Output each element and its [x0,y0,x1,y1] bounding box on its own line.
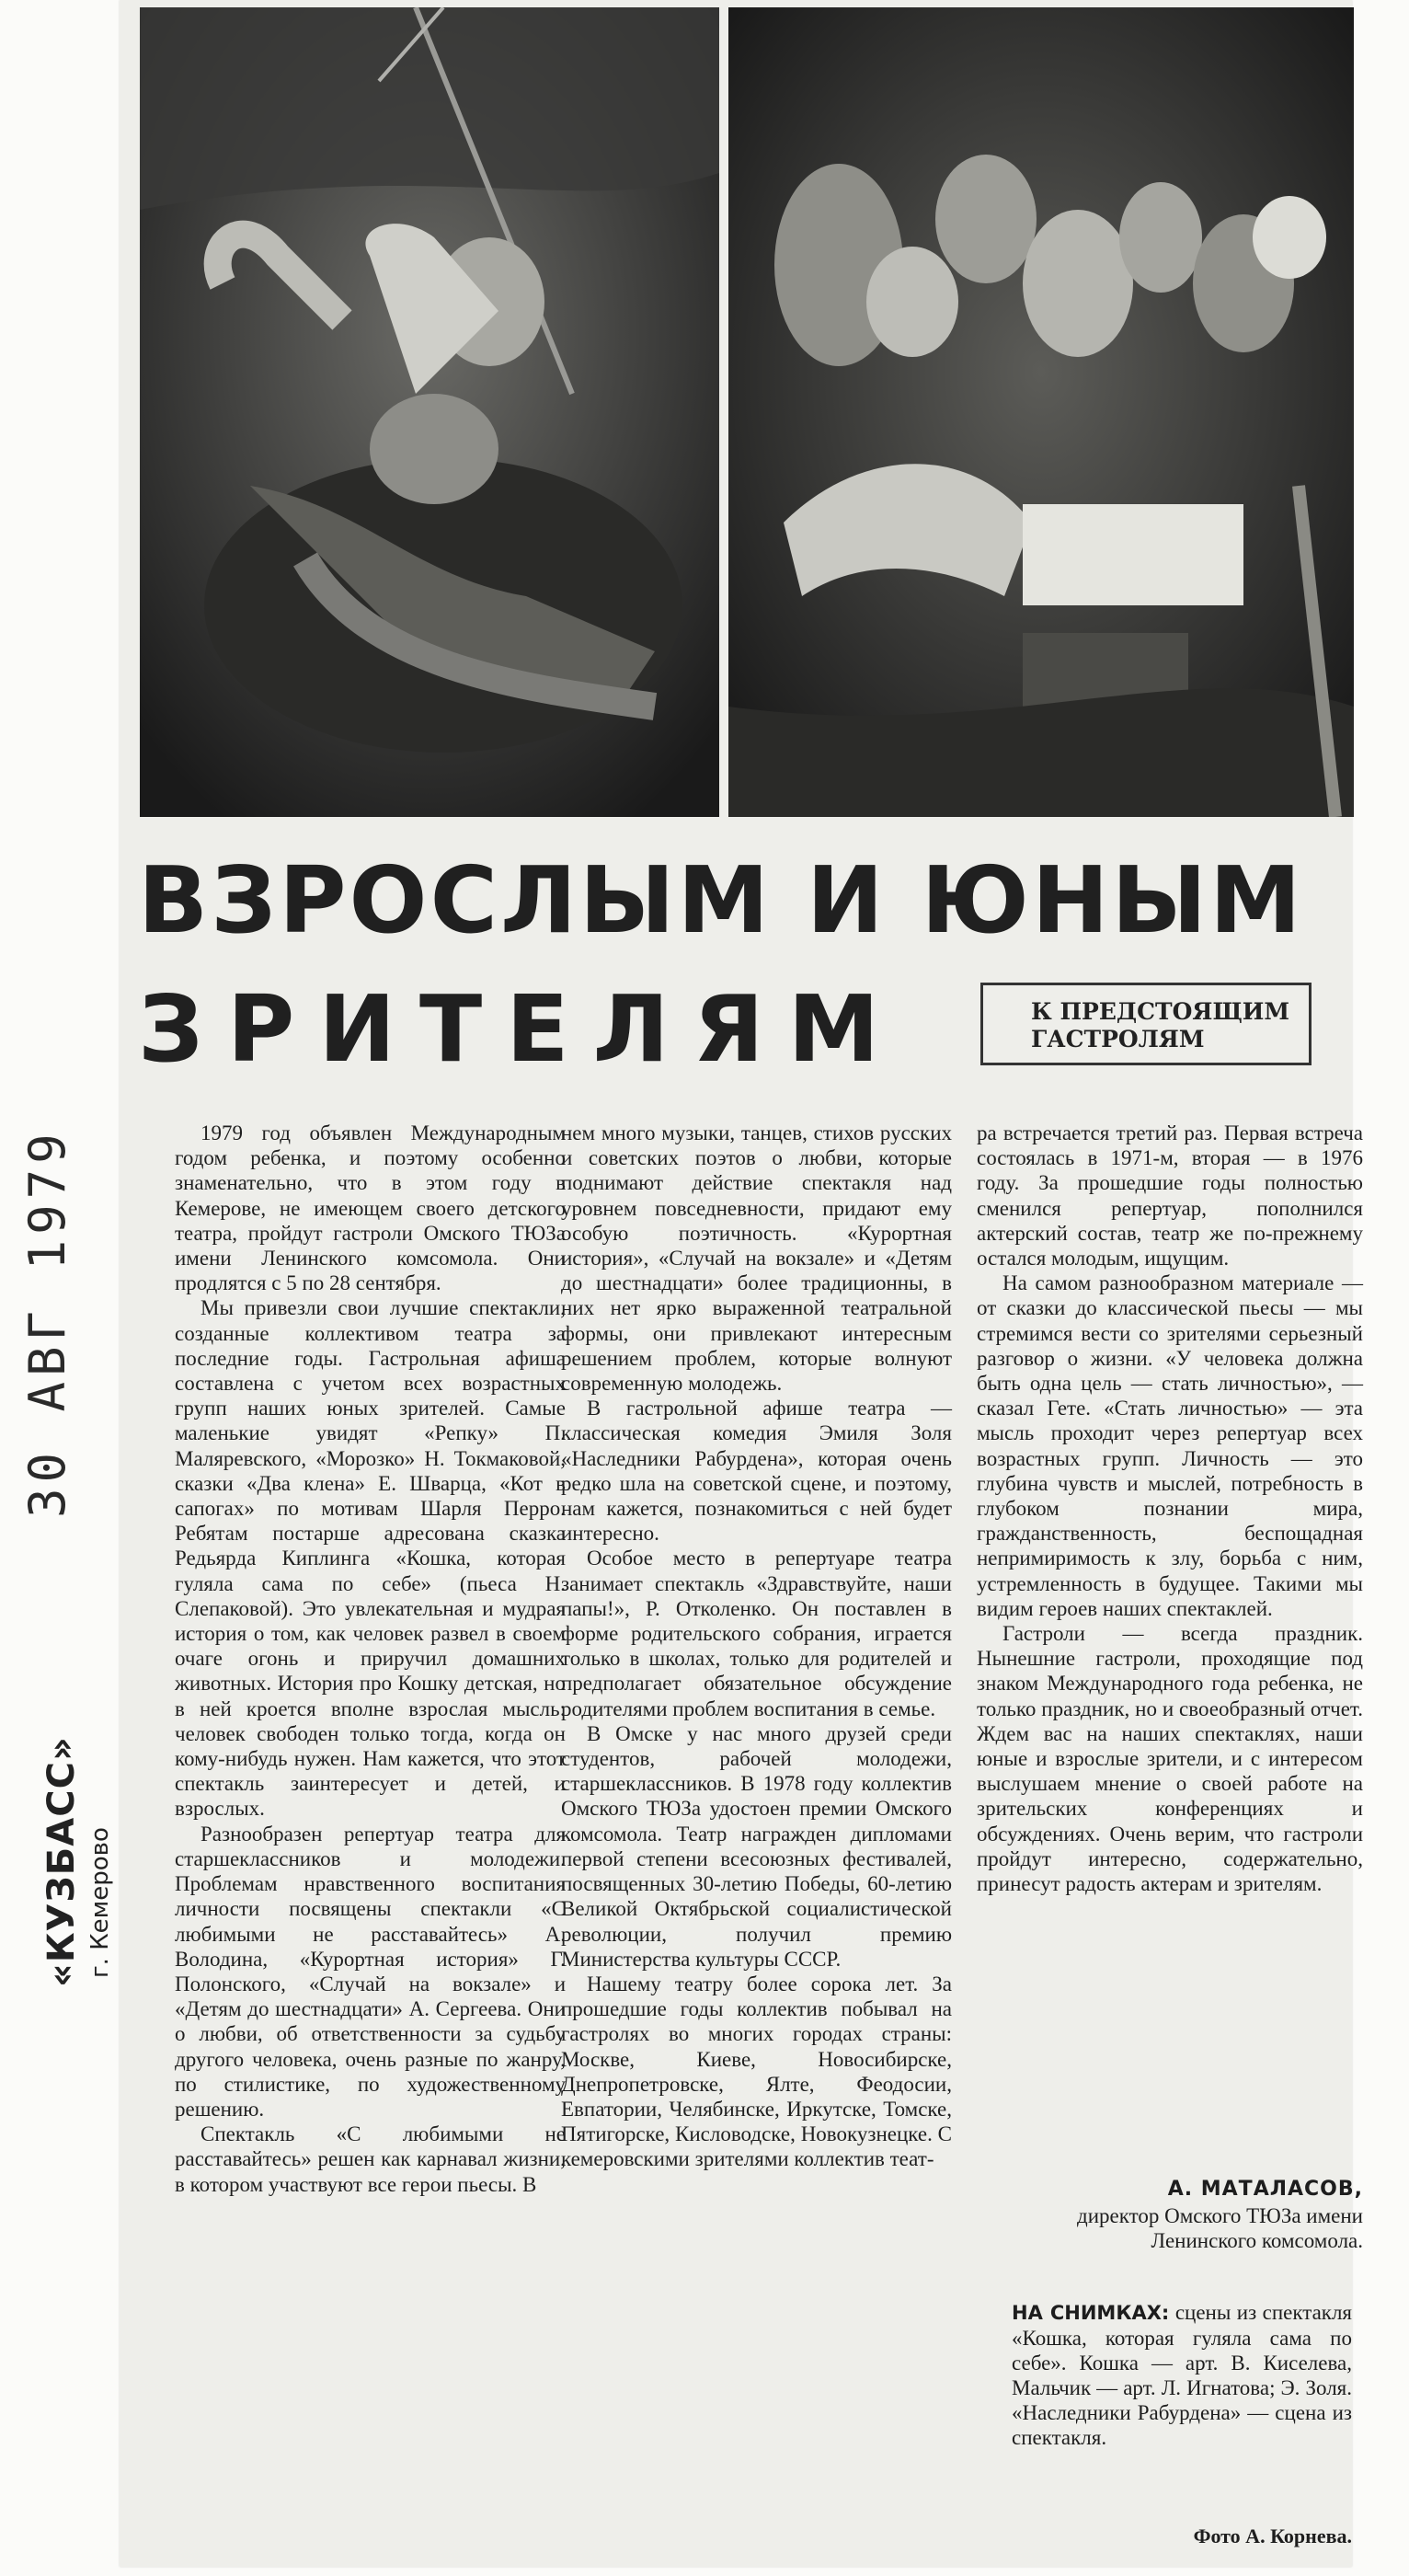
stamp-newspaper-name: «КУЗБАСС» [40,1736,83,1987]
article-paragraph: Разнообразен репертуар театра для старшеклассников и молодежи. Проблемам нравственного воспитания личности посвящены спектакли «С любимыми не расставайтесь» А. Володина, «Курортная история» Г. Полонского, «Случай на вокзале» и «Детям до шестнадцати» А. Сергеева. Они о любви, об ответственности за судьбу другого человека, очень разные по жанру, по стилистике, по художественному решению. [175,1822,566,2121]
article-paragraph: Особое место в репертуаре театра занимает спектакль «Здравствуйте, наши папы!», Р. Отколенко. Он поставлен в форме родительского собрания, играется только в школах, только для родителей и предполагает обязательное обсуждение родителями проблем воспитания в семье. [561,1547,952,1720]
article-paragraph: В гастрольной афише театра — классическая комедия Эмиля Золя «Наследники Рабурдена», которая очень редко шла на советской сцене, и поэтому, нам кажется, познакомиться с ней будет интересно. [561,1397,952,1546]
library-stamp [18,1113,120,2006]
author-role: директор Омского ТЮЗа имени Ленинского комсомола. [1077,2204,1363,2252]
author-name: А. МАТАЛАСОВ, [1167,2178,1363,2201]
stage-photo-right [728,7,1354,817]
rubric-box [980,983,1312,1065]
rabourdin-scene-photo-icon [728,7,1354,817]
photo-captions [1012,2300,1352,2450]
article-paragraph: Нашему театру более сорока лет. За прошедшие годы коллектив побывал на гастролях во многих городах страны: Москве, Киеве, Новосибирске, Днепропетровске, Ялте, Феодосии, Евпатории, Челябинске, Иркутске, Томске, Пятигорске, Кисловодске, Новокузнецке. С кемеровскими зрителями коллектив теат- [561,1972,952,2171]
captions-text: сцены из спектакля «Кошка, которая гуляла сама по себе». Кошка — арт. В. Киселева, Мальчик — арт. Л. Игнатова; Э. Золя. «Наследники Рабурдена» — сцена из спектакля. [1012,2301,1353,2449]
article-paragraph: 1979 год объявлен Международным годом ребенка, и поэтому особенно знаменательно, что в этом году в Кемерове, не имеющем своего детского театра, пройдут гастроли Омского ТЮЗа имени Ленинского комсомола. Они продлятся с 5 по 28 сентября. [175,1121,566,1295]
article-column-2 [561,1121,952,2172]
article-column-3 [977,1121,1363,1896]
article-paragraph: На самом разнообразном материале — от сказки до классической пьесы — мы стремимся вести со зрителями серьезный разговор о жизни. «У человека должна быть одна цель — стать личностью», — сказал Гете. «Стать личностью» — эта мысль проходит через репертуар всех возрастных групп. Личность — это глубина чувств и мыслей, потребность в глубоком познании мира, гражданственность, беспощадная непримиримость к злу, борьба с ним, устремленность в будущее. Такими мы видим героев наших спектаклей. [977,1271,1363,1620]
headline-line-2: ЗРИТЕЛЯМ [138,975,904,1083]
cat-scene-photo-icon [140,7,719,817]
stamp-city: г. Кемерово [86,1827,114,1978]
author-signature [977,2177,1363,2253]
article-column-1 [175,1121,566,2197]
article-paragraph: ра встречается третий раз. Первая встреча состоялась в 1971-м, вторая — в 1976 году. За прошедшие годы полностью сменился репертуар, пополнился актерский состав, театр же по-прежнему остался молодым, ищущим. [977,1121,1363,1271]
article-paragraph: Гастроли — всегда праздник. Нынешние гастроли, проходящие под знаком Международного года ребенка, не только праздник, но и своеобразный отчет. Ждем вас на наших спектаклях, наши юные и взрослые зрители, и с интересом выслушаем мнение о своей работе на зрительских конференциях и обсуждениях. Очень верим, что гастроли пройдут интересно, содержательно, принесут радость актерам и зрителям. [977,1622,1363,1896]
headline-line-1: ВЗРОСЛЫМ И ЮНЫМ [138,846,1304,954]
article-paragraph: Спектакль «С любимыми не расставайтесь» решен как карнавал жизни, в котором участвуют все герои пьесы. В [175,2122,566,2196]
rubric-line-2: ГАСТРОЛЯМ [1031,1026,1205,1052]
article-paragraph: Мы привезли свои лучшие спектакли, созданные коллективом театра за последние годы. Гастрольная афиша составлена с учетом всех возрастных групп наших юных зрителей. Самые маленькие увидят «Репку» П. Маляревского, «Морозко» Н. Токмаковой, сказки «Два клена» Е. Шварца, «Кот в сапогах» по мотивам Шарля Перро. Ребятам постарше адресована сказка Редьярда Киплинга «Кошка, которая гуляла сама по себе» (пьеса Н. Слепаковой). Это увлекательная и мудрая история о том, как человек развел в своем очаге огонь и приручил домашних животных. История про Кошку детская, но в ней кроется вполне взрослая мысль: человек свободен только тогда, когда он кому-нибудь нужен. Нам кажется, что этот спектакль заинтересует и детей, и взрослых. [175,1296,566,1821]
article-paragraph: нем много музыки, танцев, стихов русских и советских поэтов о любви, которые поднимают действие спектакля над уровнем повседневности, придают ему особую поэтичность. «Курортная история», «Случай на вокзале» и «Детям до шестнадцати» более традиционны, в них нет ярко выраженной театральной формы, они привлекают интересным решением проблем, которые волнуют современную молодежь. [561,1121,952,1396]
photo-credit: Фото А. Корнева. [1193,2524,1352,2547]
stage-photo-left [140,7,719,817]
article-paragraph: В Омске у нас много друзей среди студентов, рабочей молодежи, старшеклассников. В 1978 году коллектив Омского ТЮЗа удостоен премии Омского комсомола. Театр награжден дипломами первой степени всесоюзных фестивалей, посвященных 30-летию Победы, 60-летию Великой Октябрьской социалистической революции, получил премию Министерства культуры СССР. [561,1721,952,1971]
stamp-date: 30 АВГ 1979 [18,1128,76,1518]
rubric-line-1: К ПРЕДСТОЯЩИМ [1031,998,1290,1025]
captions-label: НА СНИМКАХ: [1012,2302,1170,2324]
